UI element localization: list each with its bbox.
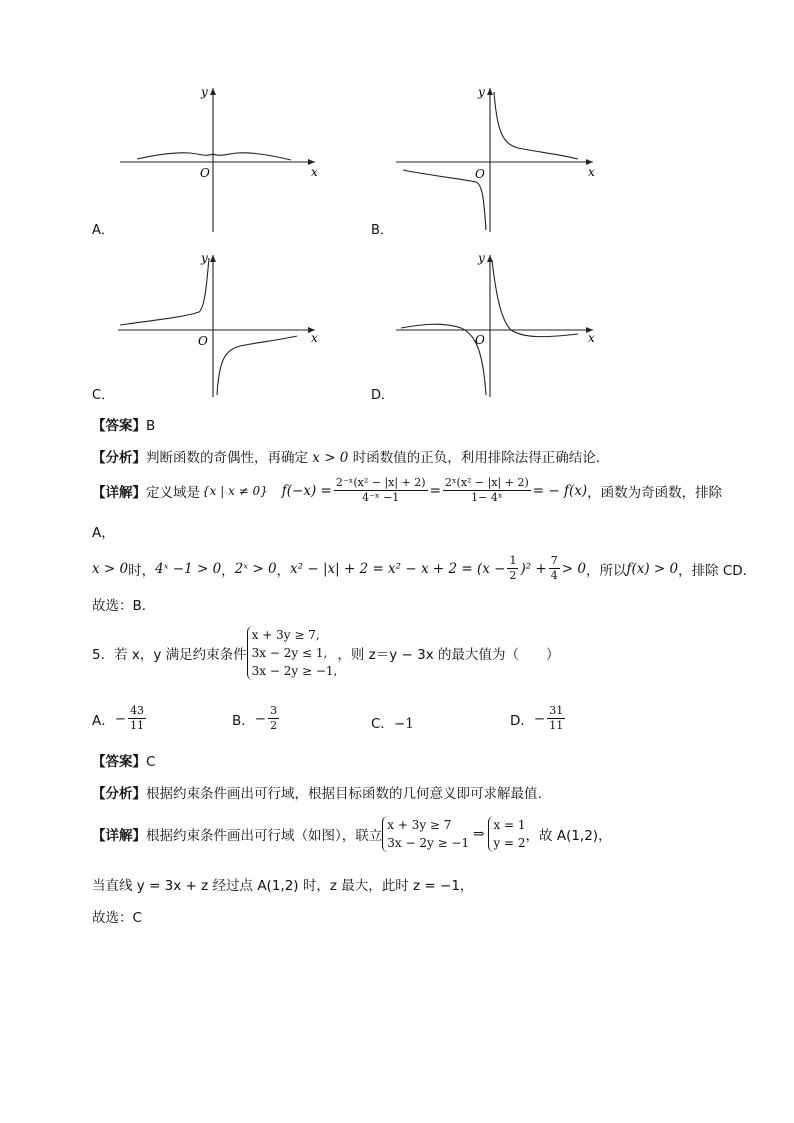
svg-text:y: y <box>201 251 208 265</box>
origin-label: O <box>200 166 210 180</box>
graph-c-label: C． <box>92 388 115 403</box>
answer-tag: 【答案】 <box>92 418 146 434</box>
curve-c-right <box>217 336 297 395</box>
fraction-1: $\frac{\text{2⁻ˣ(x² − |x| + 2)}}{\text{4⁻ˣ −1}}$ <box>335 476 426 504</box>
curve-b-left <box>403 170 486 230</box>
curve-b-right <box>494 92 578 159</box>
graph-a <box>115 82 320 237</box>
svg-text:x: x <box>588 331 595 345</box>
option-d[interactable]: D． − $\frac{31}{11}$ <box>510 704 564 732</box>
q5-analysis: 【分析】根据约束条件画出可行域，根据目标函数的几何意义即可求解最值. <box>92 786 542 802</box>
q5-conclusion: 故选：C <box>92 910 142 926</box>
graph-a-label: A． <box>92 223 114 238</box>
graph-d <box>393 250 603 400</box>
q4-analysis: 【分析】判断函数的奇偶性，再确定 x > 0 时函数值的正负，利用排除法得正确结论． <box>92 450 610 466</box>
q4-detail-line1: 【详解】 定义域是 {x | x ≠ 0} f(−x) = $\frac{\text{2⁻ˣ(x² − |x| + 2)}}{\text{4⁻ˣ −1}}$ = $\frac{\text{2ˣ(x² − |x| + 2)}}{\text{1− 4ˣ}}$ = − f(x) ，函数为奇函数，排除 <box>92 476 723 504</box>
curve-d-left <box>401 324 486 395</box>
q5-options <box>92 704 712 740</box>
svg-text:O: O <box>475 167 485 181</box>
curve-d-right <box>492 260 578 337</box>
q4-conclusion: 故选：B． <box>92 598 156 614</box>
constraint-system: x + 3y ≥ 7, 3x − 2y ≤ 1, 3x − 2y ≥ −1, <box>247 626 338 680</box>
graph-d-label: D． <box>371 388 395 403</box>
svg-text:O: O <box>475 333 485 347</box>
option-c[interactable]: C．−1 <box>371 716 414 732</box>
option-a[interactable]: A． − $\frac{43}{11}$ <box>92 704 145 732</box>
q4-detail-line3: x > 0 时， 4ˣ −1 > 0 ， 2ˣ > 0 ， x² − |x| + 2 = x² − x + 2 = (x − $\frac{1}{2}$ )² + $\frac{7}{4}$ > 0 ，所以 f(x) > 0 ，排除 CD． <box>92 554 757 582</box>
q5-detail-line2: 当直线 y = 3x + z 经过点 A(1,2) 时，z 最大，此时 z = −1， <box>92 878 474 894</box>
q4-detail-line2: A， <box>92 525 115 541</box>
q5-answer: 【答案】C <box>92 754 156 770</box>
option-b[interactable]: B． − $\frac{3}{2}$ <box>232 704 278 732</box>
axis-y-label: y <box>201 85 208 99</box>
q4-answer: 【答案】B <box>92 418 156 434</box>
q5-detail-line1: 【详解】 根据约束条件画出可行域（如图），联立 x + 3y ≥ 7 3x − 2y ≥ −1 ⇒ x = 1 y = 2 ，故 A(1,2)， <box>92 818 612 850</box>
fraction-2: $\frac{\text{2ˣ(x² − |x| + 2)}}{\text{1− 4ˣ}}$ <box>444 476 529 504</box>
graph-b <box>393 82 603 237</box>
svg-text:y: y <box>478 85 485 99</box>
graph-b-label: B． <box>371 223 393 238</box>
svg-text:x: x <box>311 331 318 345</box>
curve-c-left <box>120 258 209 325</box>
axis-x-label: x <box>311 165 318 179</box>
graph-c <box>115 250 320 400</box>
q5-stem: 5．若 x，y 满足约束条件 x + 3y ≥ 7, 3x − 2y ≤ 1, 3x − 2y ≥ −1, ，则 z＝y − 3x 的最大值为（ ） <box>92 628 560 678</box>
svg-text:y: y <box>478 251 485 265</box>
curve-a <box>137 153 291 160</box>
svg-text:x: x <box>588 165 595 179</box>
svg-text:O: O <box>198 334 208 348</box>
